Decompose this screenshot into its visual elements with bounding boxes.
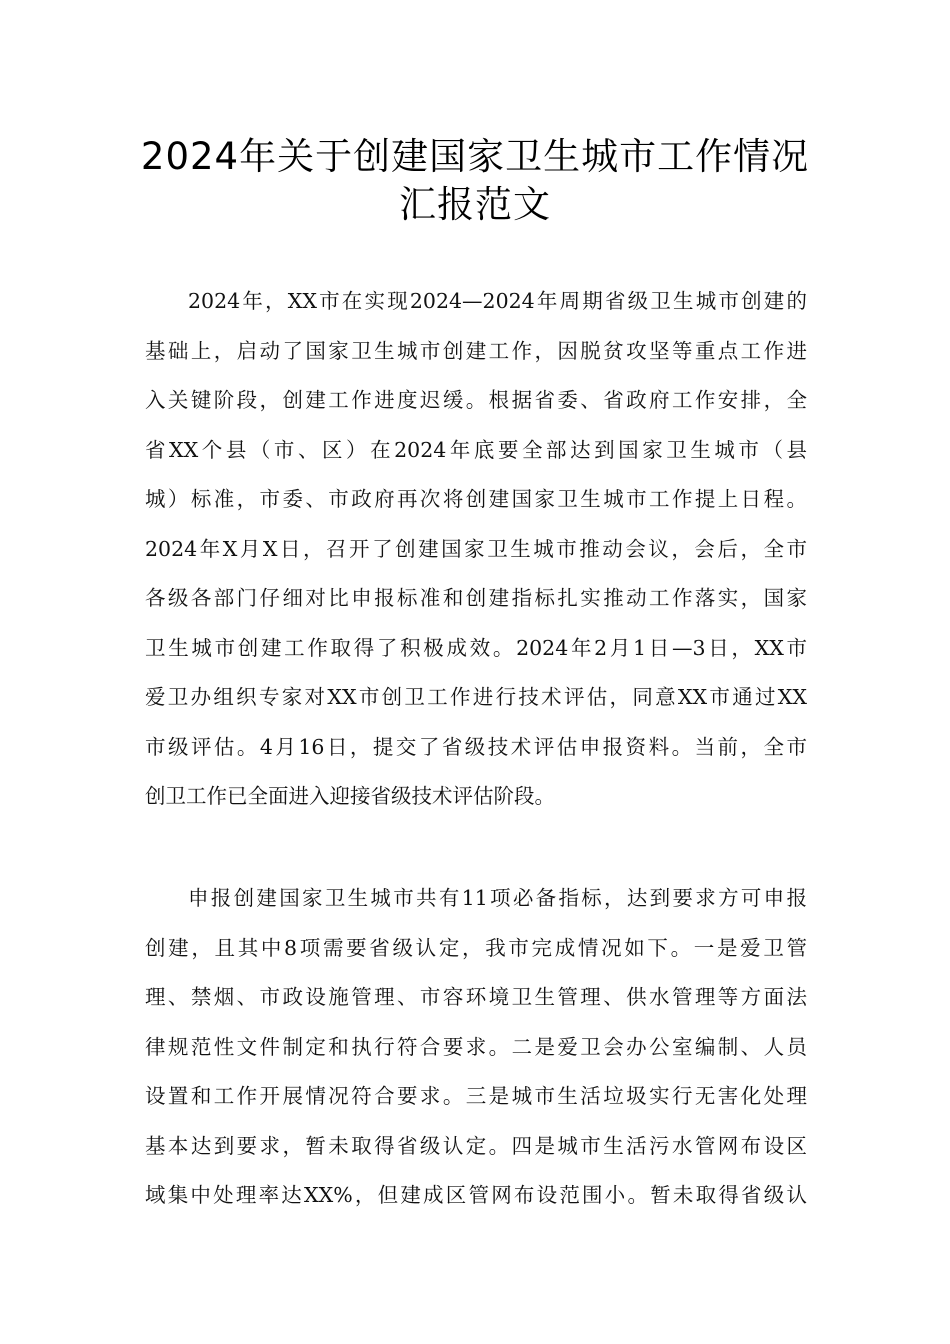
paragraph-1-line: 爱卫办组织专家对XX市创卫工作进行技术评估，同意XX市通过XX	[145, 685, 807, 709]
paragraph-1-line: 城）标准，市委、市政府再次将创建国家卫生城市工作提上日程。	[145, 487, 807, 511]
paragraph-1-line: 各级各部门仔细对比申报标准和创建指标扎实推动工作落实，国家	[145, 586, 807, 610]
paragraph-2-line: 设置和工作开展情况符合要求。三是城市生活垃圾实行无害化处理	[145, 1084, 807, 1108]
paragraph-2-line: 理、禁烟、市政设施管理、市容环境卫生管理、供水管理等方面法	[145, 985, 807, 1009]
paragraph-2-line: 基本达到要求，暂未取得省级认定。四是城市生活污水管网布设区	[145, 1134, 807, 1158]
paragraph-1-line: 卫生城市创建工作取得了积极成效。2024年2月1日—3日，XX市	[145, 636, 807, 660]
paragraph-2-line: 律规范性文件制定和执行符合要求。二是爱卫会办公室编制、人员	[145, 1035, 807, 1059]
document-title-line-2: 汇报范文	[399, 183, 551, 226]
paragraph-1-line: 市级评估。4月16日，提交了省级技术评估申报资料。当前，全市	[145, 735, 807, 759]
paragraph-2-line: 创建，且其中8项需要省级认定，我市完成情况如下。一是爱卫管	[145, 936, 807, 960]
paragraph-1-line: 省XX个县（市、区）在2024年底要全部达到国家卫生城市（县	[145, 438, 807, 462]
paragraph-2-line: 域集中处理率达XX%，但建成区管网布设范围小。暂未取得省级认	[145, 1183, 807, 1207]
paragraph-2-line: 申报创建国家卫生城市共有11项必备指标，达到要求方可申报	[188, 886, 807, 910]
paragraph-1-line: 入关键阶段，创建工作进度迟缓。根据省委、省政府工作安排，全	[145, 388, 807, 412]
paragraph-1-line: 2024年X月X日，召开了创建国家卫生城市推动会议，会后，全市	[145, 537, 807, 561]
paragraph-1-line: 2024年，XX市在实现2024—2024年周期省级卫生城市创建的	[188, 289, 807, 313]
paragraph-1-line: 基础上，启动了国家卫生城市创建工作，因脱贫攻坚等重点工作进	[145, 339, 807, 363]
paragraph-1-line: 创卫工作已全面进入迎接省级技术评估阶段。	[145, 784, 555, 808]
document-title-line-1: 2024年关于创建国家卫生城市工作情况	[140, 135, 810, 178]
